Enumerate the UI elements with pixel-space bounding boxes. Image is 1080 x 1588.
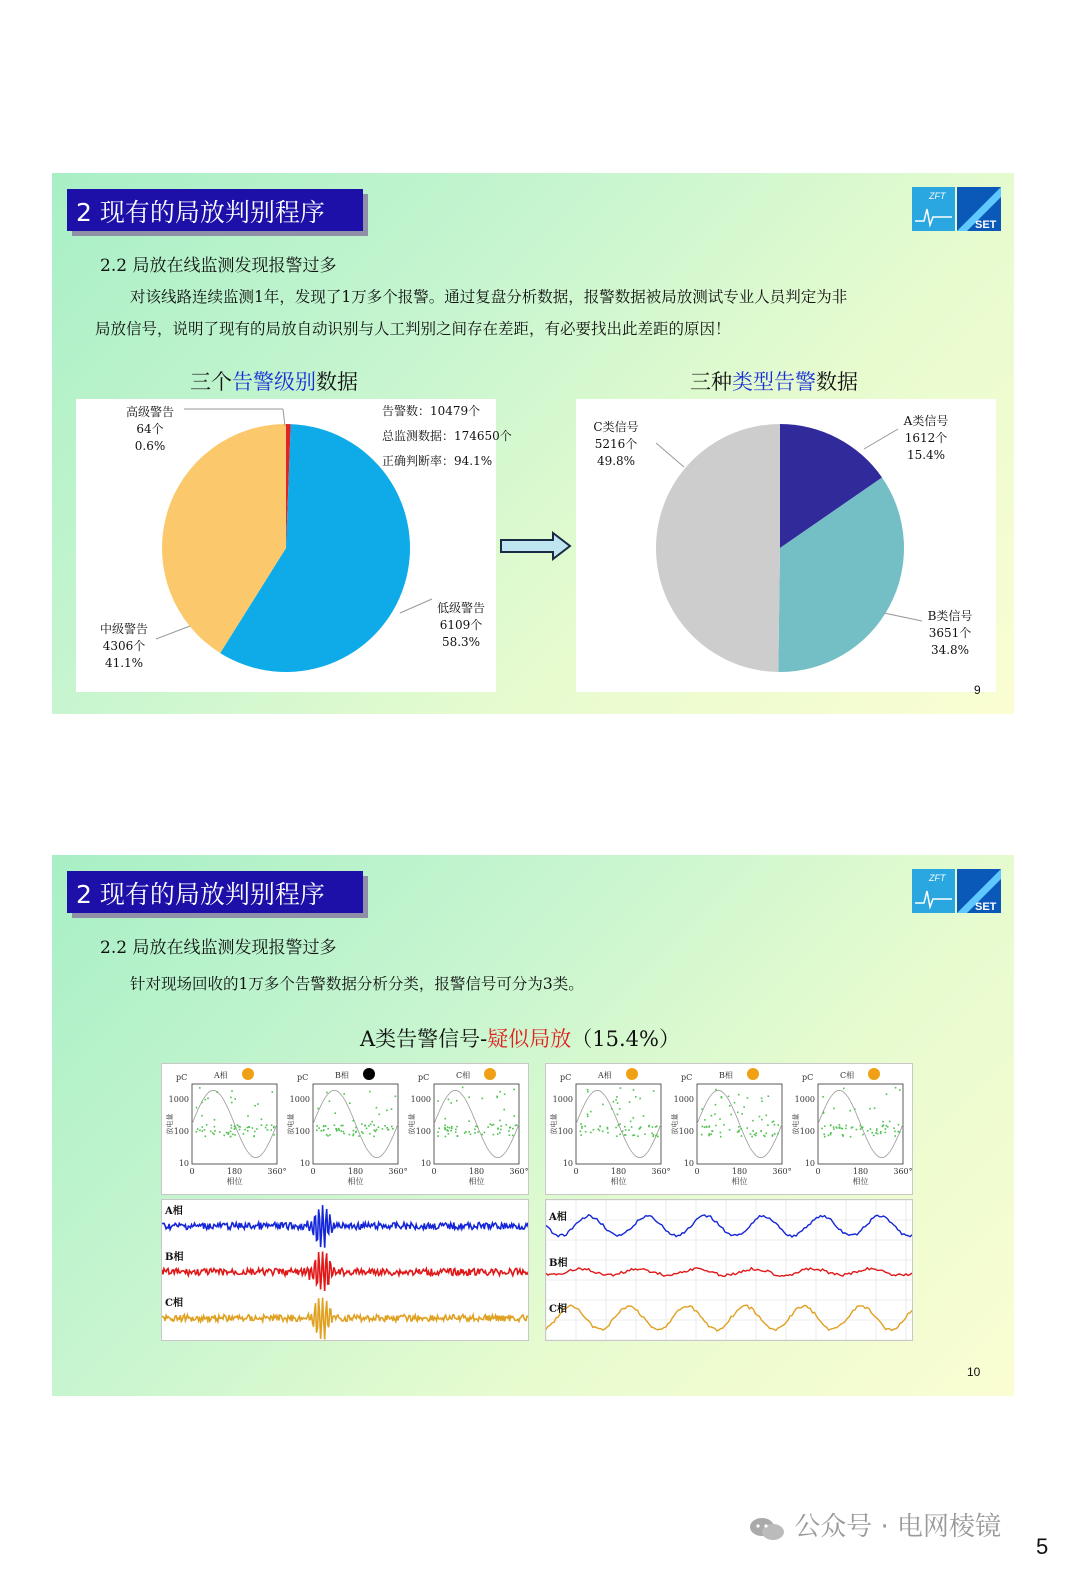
prpd-xlabel: 相位 [347,1177,364,1186]
waveform-trace-2 [546,1305,912,1331]
wechat-watermark: 公众号 · 电网棱镜 [748,1506,1001,1543]
subheading: 2.2 局放在线监测发现报警过多 [100,938,337,958]
waveform-phase-label: B相 [549,1258,568,1269]
prpd-xtick: 360° [893,1167,912,1176]
leader-b [884,613,922,621]
prpd-ylabel: 放电量 [287,1113,295,1135]
waveform-trace-0 [546,1215,912,1237]
phase-status-dot [626,1068,638,1080]
waveform-phase-label: C相 [165,1298,183,1309]
prpd-ytick: 100 [557,1127,573,1136]
leader-mid [156,626,190,639]
logo-set-text: SET [975,219,997,231]
prpd-panel [161,1063,529,1195]
subheading: 2.2 局放在线监测发现报警过多 [100,256,337,276]
prpd-svg [546,1064,912,1194]
paragraph-line-2: 局放信号，说明了现有的局放自动识别与人工判别之间存在差距，有必要找出此差距的原因！ [95,320,731,338]
phase-status-dot [363,1068,375,1080]
waveform-phase-label: B相 [165,1252,184,1263]
slide-page-number: 9 [974,683,981,697]
leader-c [656,443,684,467]
leader-a [864,429,898,449]
stat-total-monitored: 总监测数据：174650个 [382,429,512,443]
slide-title: 2 现有的局放判别程序 [76,880,325,909]
prpd-ylabel: 放电量 [671,1113,679,1135]
label-c-signal: C类信号 5216个 49.8% [593,420,639,468]
logo-set-text: SET [975,901,997,913]
label-high-alarm: 高级警告 64个 0.6% [125,405,174,453]
prpd-ytick: 100 [294,1127,310,1136]
chart2-title: 三种类型告警数据 [690,370,858,394]
prpd-xlabel: 相位 [852,1177,869,1186]
prpd-xtick: 180 [226,1167,243,1176]
waveform-panel [161,1199,529,1341]
prpd-xlabel: 相位 [226,1177,243,1186]
slide-a-class-signals [52,855,1014,1396]
prpd-ylabel: 放电量 [166,1113,174,1135]
figure-title: A类告警信号-疑似局放（15.4%） [360,1027,680,1051]
prpd-unit: pC [802,1073,814,1082]
prpd-xtick: 180 [731,1167,748,1176]
prpd-xtick: 0 [573,1167,579,1176]
waveform-panel [545,1199,913,1341]
paragraph: 针对现场回收的1万多个告警数据分析分类，报警信号可分为3类。 [130,975,584,993]
prpd-phase-label: B相 [335,1071,349,1080]
label-mid-alarm: 中级警告 4306个 41.1% [99,622,148,670]
stat-alarm-count: 告警数：10479个 [382,404,481,418]
slide-alarm-statistics [52,173,1014,714]
prpd-ylabel: 放电量 [550,1113,558,1135]
waveform-grid [546,1200,912,1340]
prpd-xtick: 360° [772,1167,792,1176]
label-low-alarm: 低级警告 6109个 58.3% [436,601,485,649]
prpd-ytick: 10 [804,1159,815,1168]
prpd-ytick: 10 [178,1159,189,1168]
waveform-svg [546,1200,912,1340]
prpd-phase-label: C相 [840,1071,855,1080]
prpd-ytick: 1000 [168,1095,189,1104]
waveform-phase-label: C相 [549,1304,567,1315]
prpd-xtick: 0 [815,1167,821,1176]
prpd-xtick: 360° [509,1167,528,1176]
waveform-phase-label: A相 [165,1206,183,1217]
label-a-signal: A类信号 1612个 15.4% [903,414,949,462]
slide-page-number: 10 [967,1365,981,1379]
prpd-ytick: 1000 [289,1095,310,1104]
prpd-xlabel: 相位 [731,1177,748,1186]
phase-status-dot [747,1068,759,1080]
slide-title-box [67,189,363,231]
waveform-phase-label: A相 [549,1212,567,1223]
prpd-xtick: 0 [431,1167,437,1176]
prpd-xlabel: 相位 [610,1177,627,1186]
prpd-ytick: 10 [683,1159,694,1168]
prpd-ytick: 1000 [673,1095,694,1104]
prpd-phase-label: C相 [456,1071,471,1080]
phase-status-dot [484,1068,496,1080]
prpd-ytick: 1000 [794,1095,815,1104]
prpd-unit: pC [560,1073,572,1082]
prpd-ytick: 100 [173,1127,189,1136]
phase-status-dot [868,1068,880,1080]
prpd-phase-label: A相 [598,1071,612,1080]
prpd-unit: pC [418,1073,430,1082]
prpd-phase-label: A相 [214,1071,228,1080]
prpd-unit: pC [176,1073,188,1082]
prpd-phase-label: B相 [719,1071,733,1080]
prpd-xlabel: 相位 [468,1177,485,1186]
zft-set-logo [912,187,1002,233]
chart1-title: 三个告警级别数据 [190,370,358,394]
slide-title-box [67,871,363,913]
prpd-panel [545,1063,913,1195]
prpd-ytick: 10 [420,1159,431,1168]
prpd-unit: pC [297,1073,309,1082]
zft-set-logo [912,869,1002,915]
waveform-trace-0 [162,1205,528,1248]
signal-type-slice-2 [656,424,780,672]
chart2-panel [576,399,996,692]
label-b-signal: B类信号 3651个 34.8% [927,609,973,657]
logo-zft-text: ZFT [929,873,946,883]
prpd-xtick: 180 [852,1167,869,1176]
phase-status-dot [242,1068,254,1080]
prpd-xtick: 0 [310,1167,316,1176]
paragraph-line-1: 对该线路连续监测1年，发现了1万多个报警。通过复盘分析数据，报警数据被局放测试专业人员判定为非 [130,288,848,306]
chart1-panel [76,399,512,692]
document-page-number: 5 [1036,1534,1049,1559]
stat-accuracy: 正确判断率：94.1% [382,454,493,468]
prpd-ytick: 10 [299,1159,310,1168]
prpd-ytick: 100 [678,1127,694,1136]
wechat-icon [748,1516,786,1540]
prpd-ylabel: 放电量 [792,1113,800,1135]
waveform-svg [162,1200,528,1340]
prpd-svg [162,1064,528,1194]
prpd-ytick: 100 [415,1127,431,1136]
waveform-trace-1 [546,1268,912,1277]
prpd-unit: pC [681,1073,693,1082]
prpd-xtick: 180 [610,1167,627,1176]
prpd-ytick: 1000 [410,1095,431,1104]
prpd-xtick: 360° [651,1167,671,1176]
prpd-xtick: 0 [694,1167,700,1176]
logo-zft-text: ZFT [929,191,946,201]
prpd-xtick: 360° [267,1167,287,1176]
prpd-xtick: 0 [189,1167,195,1176]
prpd-ytick: 10 [562,1159,573,1168]
right-arrow-icon [499,531,573,561]
prpd-ytick: 100 [799,1127,815,1136]
prpd-xtick: 360° [388,1167,408,1176]
prpd-ylabel: 放电量 [408,1113,416,1135]
slide-title: 2 现有的局放判别程序 [76,198,325,227]
prpd-xtick: 180 [468,1167,485,1176]
waveform-trace-2 [162,1298,528,1340]
prpd-xtick: 180 [347,1167,364,1176]
prpd-ytick: 1000 [552,1095,573,1104]
waveform-trace-1 [162,1252,528,1292]
